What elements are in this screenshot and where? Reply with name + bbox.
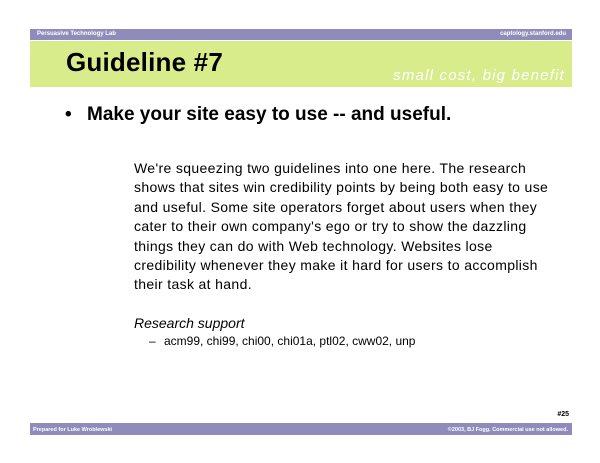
page-number: #25	[557, 411, 569, 418]
footer-bar	[30, 423, 572, 435]
title-band	[30, 41, 572, 87]
research-citations: acm99, chi99, chi00, chi01a, ptl02, cww02, unp	[164, 334, 416, 348]
site-url: captology.stanford.edu	[500, 31, 566, 37]
lab-name: Persuasive Technology Lab	[37, 31, 116, 37]
copyright: ©2003, BJ Fogg. Commercial use not allowed.	[447, 427, 568, 433]
main-bullet	[65, 104, 451, 126]
bullet-marker: •	[65, 104, 72, 125]
prepared-for: Prepared for Luke Wroblewski	[33, 427, 113, 433]
slide-subtitle: small cost, big benefit	[393, 67, 565, 84]
header-bar	[30, 29, 572, 40]
slide-title: Guideline #7	[66, 47, 224, 77]
body-paragraph: We're squeezing two guidelines into one here. The research shows that sites win credibility points by being both easy to use and useful. Some site operators forget about users when they cater to their own company's ego or try to show the dazzling things they can do with Web technology. Websites lose credibility whenever they make it hard for users to accomplish their task at hand.	[134, 160, 549, 293]
dash-marker: –	[149, 334, 156, 348]
research-list-item	[149, 334, 415, 348]
research-heading: Research support	[134, 315, 245, 331]
bullet-text: Make your site easy to use -- and useful.	[87, 104, 452, 125]
